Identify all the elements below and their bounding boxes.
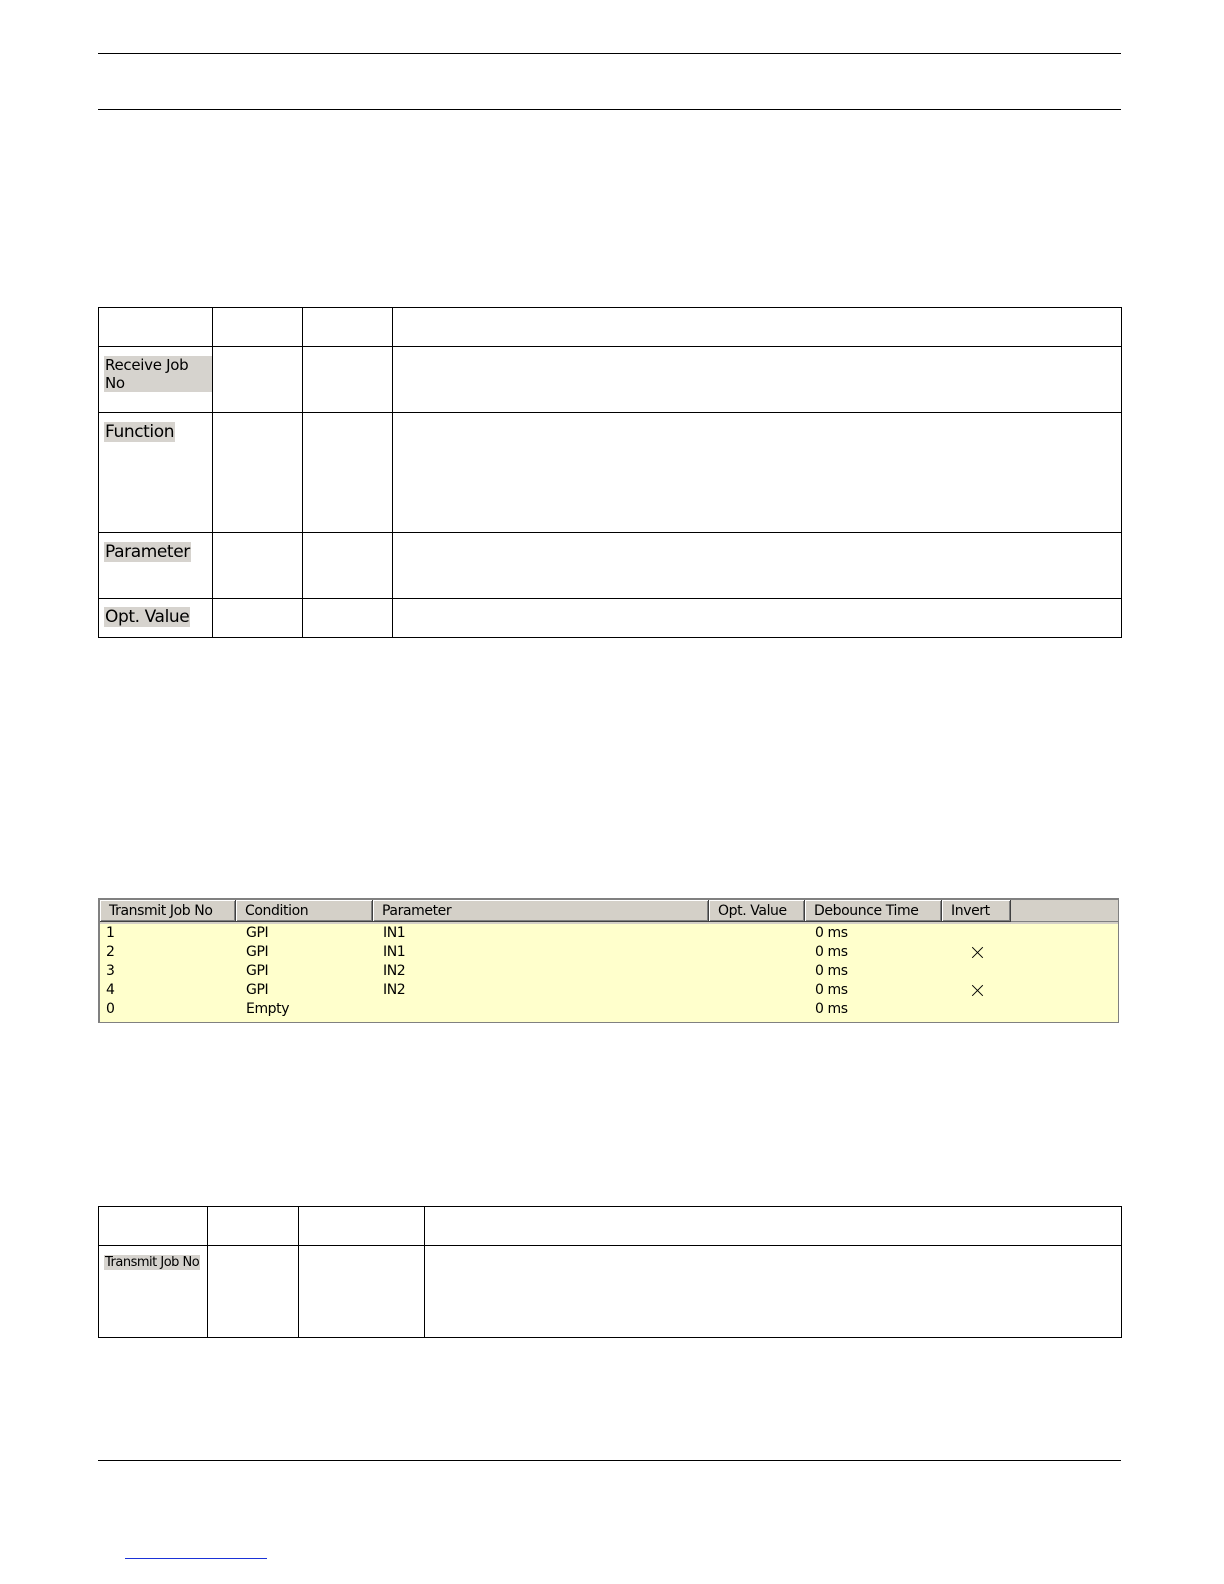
cell-job-no: 2 [106,944,115,960]
list-item[interactable] [100,943,1118,962]
transmit-job-no-label: Transmit Job No [105,1255,200,1270]
header-rule-top [98,53,1121,54]
cell-debounce-time: 0 ms [815,963,848,979]
footer-rule [98,1460,1121,1461]
opt-value-label: Opt. Value [105,607,190,627]
parameter-label: Parameter [105,542,190,562]
table-row [99,599,1122,638]
list-item[interactable] [100,981,1118,1000]
list-item[interactable] [100,1000,1118,1019]
function-label: Function [105,422,175,442]
cell-debounce-time: 0 ms [815,1001,848,1017]
cell-parameter: IN1 [383,944,406,960]
cell-parameter: IN2 [383,982,406,998]
table-header-row [99,308,1122,347]
column-header-filler [1011,900,1119,922]
transmit-parameter-table [98,1206,1122,1338]
list-item[interactable] [100,924,1118,943]
column-header-condition[interactable]: Condition [236,900,373,922]
cell-job-no: 4 [106,982,115,998]
column-header-parameter[interactable]: Parameter [373,900,709,922]
cell-debounce-time: 0 ms [815,944,848,960]
invert-check-icon[interactable] [971,946,984,959]
list-item[interactable] [100,962,1118,981]
table-header-row [99,1207,1122,1246]
cell-job-no: 0 [106,1001,115,1017]
invert-check-icon[interactable] [971,984,984,997]
transmit-job-listview[interactable] [98,898,1119,1023]
receive-job-no-label: Receive Job No [104,356,212,392]
listview-header [100,900,1118,924]
cell-job-no: 1 [106,925,115,941]
table-row [99,1246,1122,1338]
footer-link-underline[interactable] [125,1558,267,1559]
cell-job-no: 3 [106,963,115,979]
cell-condition: Empty [246,1001,290,1017]
cell-debounce-time: 0 ms [815,925,848,941]
column-header-invert[interactable]: Invert [942,900,1011,922]
table-row [99,533,1122,599]
column-header-opt-value[interactable]: Opt. Value [709,900,805,922]
cell-condition: GPI [246,963,269,979]
header-rule-bottom [98,109,1121,110]
cell-condition: GPI [246,925,269,941]
cell-parameter: IN1 [383,925,406,941]
column-header-transmit-job-no[interactable]: Transmit Job No [100,900,236,922]
cell-debounce-time: 0 ms [815,982,848,998]
receive-parameter-table [98,307,1122,638]
cell-condition: GPI [246,944,269,960]
cell-parameter: IN2 [383,963,406,979]
column-header-debounce-time[interactable]: Debounce Time [805,900,942,922]
table-row [99,413,1122,533]
table-row [99,347,1122,413]
cell-condition: GPI [246,982,269,998]
